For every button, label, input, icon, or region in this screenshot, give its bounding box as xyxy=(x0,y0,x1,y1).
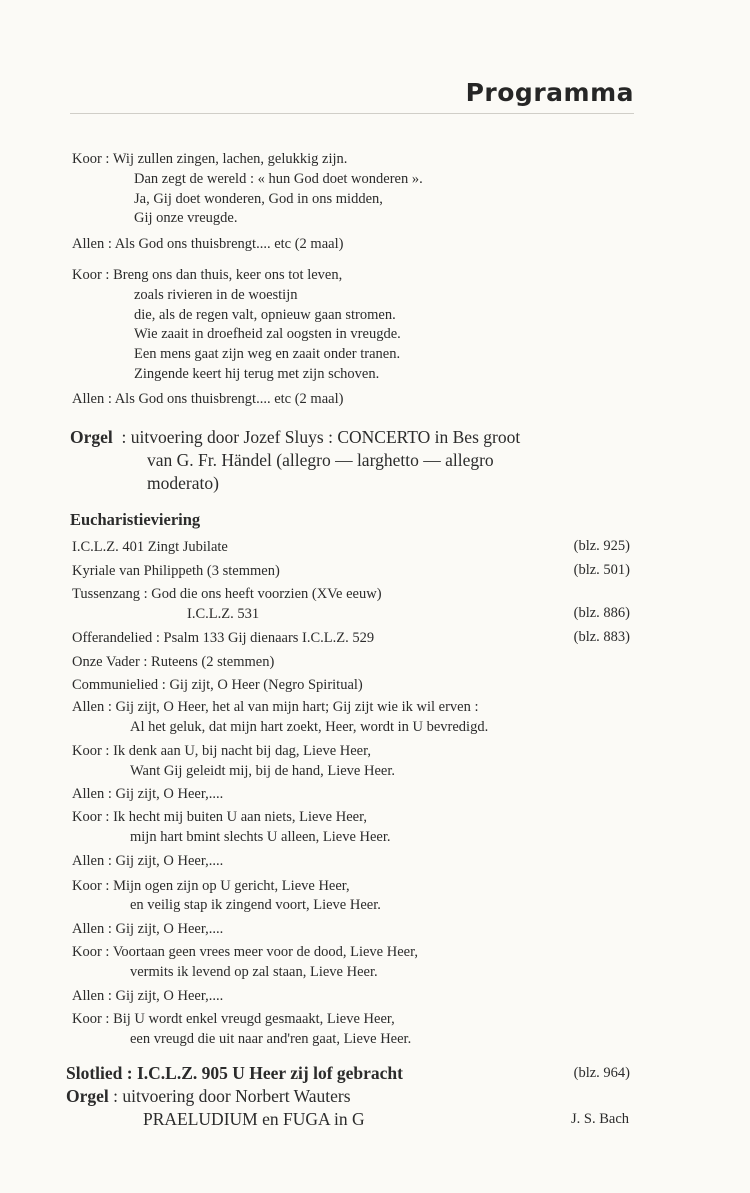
orgel-2-label: Orgel xyxy=(66,1086,109,1106)
text-line: Koor : Ik hecht mij buiten U aan niets, Lieve Heer, xyxy=(72,809,367,825)
text-line: Allen : Als God ons thuisbrengt.... etc (2 maal) xyxy=(72,391,344,407)
text-line: Allen : Gij zijt, O Heer,.... xyxy=(72,921,224,937)
text-line: Tussenzang : God die ons heeft voorzien (XVe eeuw) xyxy=(72,586,382,602)
orgel-1-line-3: moderato) xyxy=(147,473,219,493)
text-line: Wie zaait in droefheid zal oogsten in vreugde. xyxy=(134,326,401,342)
text-line: Koor : Ik denk aan U, bij nacht bij dag, Lieve Heer, xyxy=(72,743,371,759)
text-line: Al het geluk, dat mijn hart zoekt, Heer, wordt in U bevredigd. xyxy=(130,719,489,735)
orgel-1-line-1 xyxy=(70,426,520,448)
text-line: die, als de regen valt, opnieuw gaan stromen. xyxy=(134,307,396,323)
orgel-2-line-2: PRAELUDIUM en FUGA in G xyxy=(143,1109,365,1129)
page-reference: (blz. 925) xyxy=(573,538,630,554)
text-line: Dan zegt de wereld : « hun God doet wonderen ». xyxy=(134,171,423,187)
text-line: Koor : Voortaan geen vrees meer voor de dood, Lieve Heer, xyxy=(72,944,418,960)
slotlied-page: (blz. 964) xyxy=(573,1065,630,1081)
text-line: Koor : Wij zullen zingen, lachen, gelukkig zijn. xyxy=(72,151,348,167)
page-title: Programma xyxy=(465,78,634,107)
orgel-1-text: : uitvoering door Jozef Sluys : CONCERTO in Bes groot xyxy=(112,427,521,447)
text-line: Koor : Breng ons dan thuis, keer ons tot leven, xyxy=(72,267,343,283)
text-line: Communielied : Gij zijt, O Heer (Negro Spiritual) xyxy=(72,677,363,693)
text-line: I.C.L.Z. 401 Zingt Jubilate xyxy=(72,539,228,555)
text-line: Want Gij geleidt mij, bij de hand, Lieve Heer. xyxy=(130,763,395,779)
text-line: Allen : Gij zijt, O Heer,.... xyxy=(72,853,224,869)
text-line: Allen : Gij zijt, O Heer, het al van mijn hart; Gij zijt wie ik wil erven : xyxy=(72,699,479,715)
page-reference: (blz. 501) xyxy=(573,562,630,578)
title-divider xyxy=(70,113,634,114)
text-line: vermits ik levend op zal staan, Lieve Heer. xyxy=(130,964,378,980)
orgel-1-label: Orgel xyxy=(70,427,113,447)
text-line: Een mens gaat zijn weg en zaait onder tranen. xyxy=(134,346,401,362)
text-line: Koor : Mijn ogen zijn op U gericht, Lieve Heer, xyxy=(72,878,350,894)
page-reference: (blz. 883) xyxy=(573,629,630,645)
orgel-2-text: : uitvoering door Norbert Wauters xyxy=(108,1086,351,1106)
text-line: Koor : Bij U wordt enkel vreugd gesmaakt, Lieve Heer, xyxy=(72,1011,395,1027)
text-line: Gij onze vreugde. xyxy=(134,210,238,226)
text-line: Ja, Gij doet wonderen, God in ons midden, xyxy=(134,191,383,207)
orgel-2-line-1 xyxy=(66,1085,351,1107)
orgel-2-composer: J. S. Bach xyxy=(571,1111,629,1127)
text-line: Allen : Gij zijt, O Heer,.... xyxy=(72,988,224,1004)
text-line: I.C.L.Z. 531 xyxy=(187,606,260,622)
section-heading: Eucharistieviering xyxy=(70,510,201,529)
text-line: Allen : Als God ons thuisbrengt.... etc (2 maal) xyxy=(72,236,344,252)
text-line: mijn hart bmint slechts U alleen, Lieve Heer. xyxy=(130,829,391,845)
text-line: Zingende keert hij terug met zijn schoven. xyxy=(134,366,380,382)
page-reference: (blz. 886) xyxy=(573,605,630,621)
text-line: een vreugd die uit naar and'ren gaat, Lieve Heer. xyxy=(130,1031,412,1047)
text-line: Kyriale van Philippeth (3 stemmen) xyxy=(72,563,280,579)
orgel-1-line-2: van G. Fr. Händel (allegro — larghetto — allegro xyxy=(147,450,494,470)
text-line: en veilig stap ik zingend voort, Lieve Heer. xyxy=(130,897,381,913)
text-line: Allen : Gij zijt, O Heer,.... xyxy=(72,786,224,802)
slotlied-line: Slotlied : I.C.L.Z. 905 U Heer zij lof gebracht xyxy=(66,1063,403,1083)
text-line: Onze Vader : Ruteens (2 stemmen) xyxy=(72,654,275,670)
text-line: zoals rivieren in de woestijn xyxy=(134,287,298,303)
text-line: Offerandelied : Psalm 133 Gij dienaars I.C.L.Z. 529 xyxy=(72,630,375,646)
